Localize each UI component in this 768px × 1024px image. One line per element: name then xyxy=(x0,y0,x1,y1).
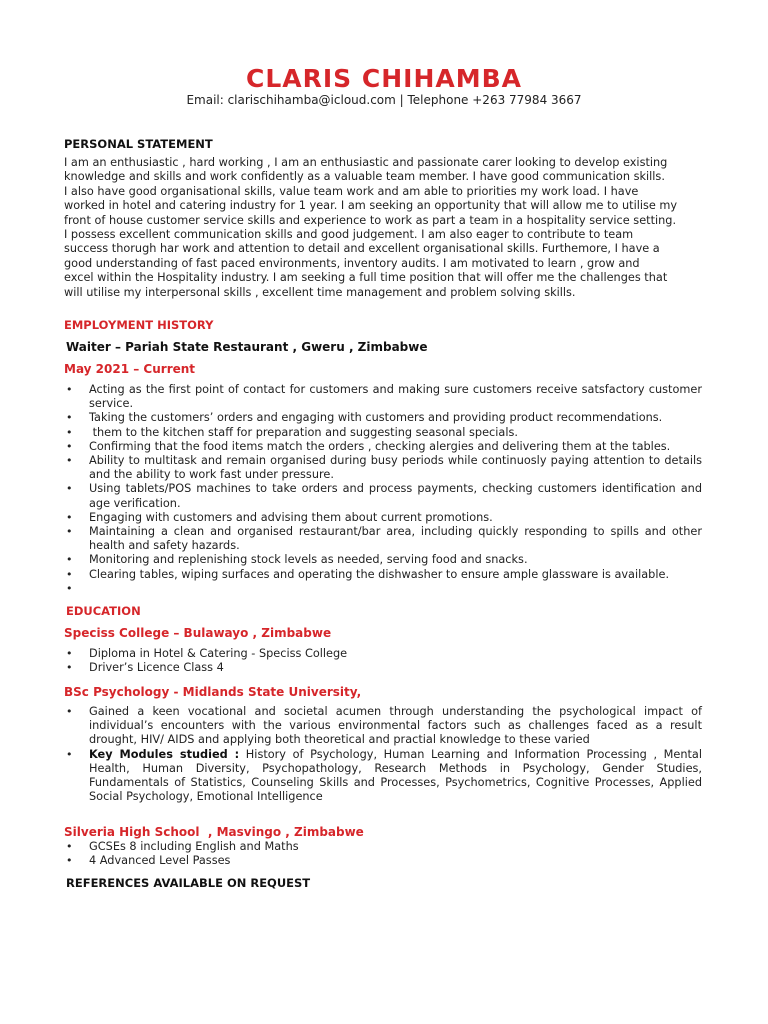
bullet-icon: • xyxy=(66,581,73,595)
list-item: • them to the kitchen staff for preparation and suggesting seasonal specials. xyxy=(66,425,518,439)
bullet-icon: • xyxy=(66,482,73,496)
list-item: • Acting as the first point of contact for customers and making sure customers receive satsfactory customer service. xyxy=(66,383,702,411)
university-title: BSc Psychology - Midlands State University, xyxy=(64,685,362,699)
statement-line: excel within the Hospitality industry. I am seeking a full time position that will offer me the challenges that xyxy=(64,271,668,285)
candidate-name: CLARIS CHIHAMBA xyxy=(245,64,522,93)
high-school-block xyxy=(64,825,704,839)
bullet-icon: • xyxy=(66,454,73,468)
bullet-icon: • xyxy=(66,411,73,425)
list-item: • Confirming that the food items match the orders , checking alergies and delivering them at the tables. xyxy=(66,439,671,453)
statement-line: will utilise my interpersonal skills , excellent time management and problem solving skills. xyxy=(64,285,576,299)
list-item xyxy=(64,748,702,805)
list-item: • Ability to multitask and remain organised during busy periods while continuosly paying attention to details and the ability to work fast under pressure. xyxy=(66,454,702,482)
college-items xyxy=(64,647,704,675)
statement-line: I possess excellent communication skills and good judgement. I am also eager to contribute to team xyxy=(64,228,634,242)
bullet-icon: • xyxy=(66,840,73,853)
bullet-icon: • xyxy=(66,510,73,524)
bullet-icon: • xyxy=(66,567,73,581)
list-item xyxy=(64,582,702,596)
statement-line: I also have good organisational skills, value team work and am able to priorities my work load. I have xyxy=(64,184,639,198)
employment-duties xyxy=(64,383,702,596)
bullet-icon: • xyxy=(66,439,73,453)
list-item: • Taking the customers’ orders and engaging with customers and providing product recommendations. xyxy=(66,411,663,425)
statement-line: success thorugh har work and attention to detail and excellent organisational skills. Furthemore, I have a xyxy=(64,242,660,256)
education-section xyxy=(66,604,706,618)
list-item: • GCSEs 8 including English and Maths xyxy=(66,840,299,853)
statement-line: knowledge and skills and work confidently as a valuable team member. I have good communication skills. xyxy=(64,170,665,184)
personal-statement-heading: PERSONAL STATEMENT xyxy=(64,137,213,151)
bullet-icon: • xyxy=(66,383,73,396)
university-items xyxy=(64,705,702,804)
employment-section xyxy=(64,318,704,332)
list-item: • Clearing tables, wiping surfaces and operating the dishwasher to ensure ample glassware is available. xyxy=(66,567,670,581)
education-heading: EDUCATION xyxy=(66,604,141,618)
statement-line: I am an enthusiastic , hard working , I am an enthusiastic and passionate carer looking to develop existing xyxy=(64,156,668,169)
key-modules-label: Key Modules studied : xyxy=(89,747,240,761)
university-block xyxy=(64,685,704,699)
bullet-icon: • xyxy=(66,647,73,660)
job-title: Waiter – Pariah State Restaurant , Gweru , Zimbabwe xyxy=(66,340,428,354)
list-item: • Monitoring and replenishing stock levels as needed, serving food and snacks. xyxy=(66,553,528,567)
bullet-icon: • xyxy=(66,553,73,567)
employment-heading: EMPLOYMENT HISTORY xyxy=(64,318,214,332)
contact-line: Email: clarischihamba@icloud.com | Telephone +263 77984 3667 xyxy=(186,93,582,107)
references-note: REFERENCES AVAILABLE ON REQUEST xyxy=(66,876,311,890)
list-item: • Maintaining a clean and organised restaurant/bar area, including quickly responding to spills and other health and safety hazards. xyxy=(66,525,702,553)
statement-line: worked in hotel and catering industry for 1 year. I am seeking an opportunity that will allow me to utilise my xyxy=(64,199,678,213)
bullet-icon: • xyxy=(66,661,73,675)
college-title: Speciss College – Bulawayo , Zimbabwe xyxy=(64,626,332,640)
bullet-icon: • xyxy=(66,747,73,761)
list-item: • Driver’s Licence Class 4 xyxy=(66,661,224,675)
list-item: • Diploma in Hotel & Catering - Speciss College xyxy=(66,647,348,660)
key-modules-text: History of Psychology, Human Learning and Information Processing , Mental Health, Human Diversity, Psychopathology, Research Methods in Psychology, Gender Studies, Fundamentals of Statistics, Counseling Skills and Processes, Psychometrics, Cognitive Processes, Applied Social Psychology, Emotional Intelligence xyxy=(89,747,702,804)
personal-statement-body xyxy=(64,156,704,300)
bullet-icon: • xyxy=(66,425,73,439)
list-item: • Gained a keen vocational and societal acumen through understanding the psychological impact of individual’s encounters with the various environmental factors such as challenges faced as a result drought, HIV/ AIDS and applying both theoretical and practial knowledge to these varied xyxy=(66,705,702,747)
bullet-icon: • xyxy=(66,854,73,868)
statement-line: good understanding of fast paced environments, inventory audits. I am motivated to learn , grow and xyxy=(64,256,640,270)
bullet-icon: • xyxy=(66,525,73,539)
employment-period-block xyxy=(64,362,704,376)
personal-statement-section xyxy=(64,137,704,151)
statement-line: front of house customer service skills and experience to work as part a team in a hospitality service setting. xyxy=(64,213,677,227)
list-item: • Using tablets/POS machines to take orders and process payments, checking customers identification and age verification. xyxy=(66,482,702,510)
list-item: • Engaging with customers and advising them about current promotions. xyxy=(66,510,493,524)
list-item: • 4 Advanced Level Passes xyxy=(66,854,231,868)
job-period: May 2021 – Current xyxy=(64,362,196,376)
high-school-items xyxy=(64,840,704,868)
high-school-title: Silveria High School , Masvingo , Zimbabwe xyxy=(64,825,364,839)
references-block xyxy=(66,876,706,890)
bullet-icon: • xyxy=(66,705,73,718)
employment-role xyxy=(66,340,706,354)
college-block xyxy=(64,626,704,640)
